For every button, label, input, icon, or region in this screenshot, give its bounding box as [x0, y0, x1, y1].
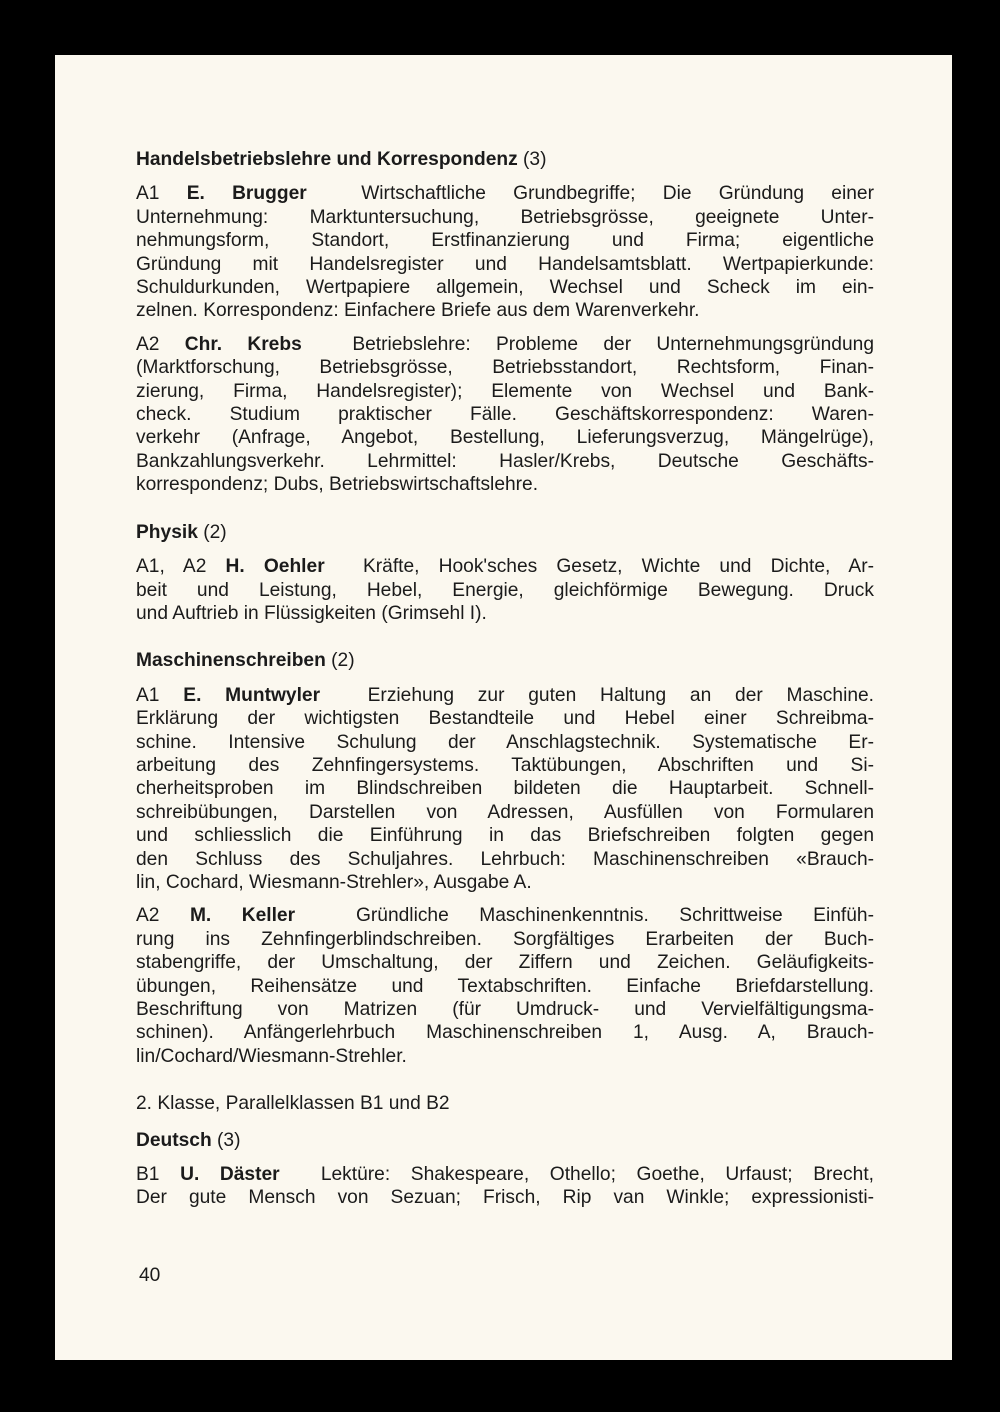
section-title: Handelsbetriebslehre und Korrespondenz	[136, 149, 518, 170]
text-line: Der gute Mensch von Sezuan; Frisch, Rip van Winkle; expressionisti-	[136, 1187, 874, 1209]
text-line: den Schluss des Schuljahres. Lehrbuch: Maschinenschreiben «Brauch-	[136, 848, 874, 870]
text-line	[136, 684, 874, 707]
text-line: schine. Intensive Schulung der Anschlagstechnik. Systematische Er-	[136, 731, 874, 753]
text-line	[136, 904, 874, 927]
text-line: Schuldurkunden, Wertpapiere allgemein, Wechsel und Scheck im ein-	[136, 277, 874, 299]
text-line: und schliesslich die Einführung in das Briefschreiben folgten gegen	[136, 825, 874, 847]
text-line: verkehr (Anfrage, Angebot, Bestellung, Lieferungsverzug, Mängelrüge),	[136, 427, 874, 449]
text-line: Unternehmung: Marktuntersuchung, Betriebsgrösse, geeignete Unter-	[136, 206, 874, 228]
section-heading-physik	[136, 521, 874, 544]
text-line: und Auftrieb in Flüssigkeiten (Grimsehl I).	[136, 602, 487, 624]
text-line-content: Wirtschaftliche Grundbegriffe; Die Gründung einer	[361, 183, 874, 205]
text-line	[136, 555, 874, 578]
text-line: korrespondenz; Dubs, Betriebswirtschaftslehre.	[136, 474, 539, 496]
teacher-name: E. Brugger	[186, 183, 307, 205]
text-line-content: Gründliche Maschinenkenntnis. Schrittweise Einfüh-	[355, 905, 874, 927]
paragraph-a1-muntwyler	[136, 684, 874, 895]
paragraph-a2-krebs	[136, 333, 874, 497]
text-line-content: Betriebslehre: Probleme der Unternehmungsgründung	[352, 333, 874, 355]
text-line: zierung, Firma, Handelsregister); Elemente von Wechsel und Bank-	[136, 380, 874, 402]
section-hours: (2)	[331, 650, 355, 672]
class-label: A1	[136, 183, 160, 205]
class-heading: 2. Klasse, Parallelklassen B1 und B2	[136, 1093, 450, 1115]
document-page	[55, 55, 952, 1360]
section-title: Deutsch	[136, 1129, 212, 1151]
text-line: beit und Leistung, Hebel, Energie, gleichförmige Bewegung. Druck	[136, 579, 874, 601]
text-line-content: Kräfte, Hook'sches Gesetz, Wichte und Dichte, Ar-	[362, 556, 874, 578]
text-line: schinen). Anfängerlehrbuch Maschinenschreiben 1, Ausg. A, Brauch-	[136, 1022, 874, 1044]
section-heading-handelsbetriebslehre	[136, 148, 874, 171]
text-line: cherheitsproben im Blindschreiben bildeten die Hauptarbeit. Schnell-	[136, 778, 874, 800]
text-line: Gründung mit Handelsregister und Handelsamtsblatt. Wertpapierkunde:	[136, 253, 874, 275]
section-heading-maschinenschreiben	[136, 649, 874, 672]
text-line-content: Lektüre: Shakespeare, Othello; Goethe, Urfaust; Brecht,	[320, 1164, 874, 1186]
page-content	[136, 148, 874, 1210]
text-line: nehmungsform, Standort, Erstfinanzierung und Firma; eigentliche	[136, 230, 874, 252]
class-label: A1, A2	[136, 556, 207, 578]
class-label: A1	[136, 684, 160, 706]
teacher-name: E. Muntwyler	[183, 684, 321, 706]
section-hours: (3)	[217, 1129, 241, 1151]
text-line: lin, Cochard, Wiesmann-Strehler», Ausgabe A.	[136, 871, 532, 893]
text-line	[136, 182, 874, 205]
class-label: B1	[136, 1164, 160, 1186]
teacher-name: Chr. Krebs	[184, 333, 302, 355]
text-line: (Marktforschung, Betriebsgrösse, Betriebsstandort, Rechtsform, Finan-	[136, 357, 874, 379]
text-line: übungen, Reihensätze und Textabschriften. Einfache Briefdarstellung.	[136, 975, 874, 997]
text-line-content: Erziehung zur guten Haltung an der Maschine.	[367, 684, 875, 706]
text-line: Beschriftung von Matrizen (für Umdruck- und Vervielfältigungsma-	[136, 999, 874, 1020]
section-hours: (2)	[203, 521, 227, 543]
section-title: Physik	[136, 521, 198, 543]
section-hours: (3)	[523, 149, 547, 170]
text-line: lin/Cochard/Wiesmann-Strehler.	[136, 1045, 407, 1067]
paragraph-b1-daester	[136, 1163, 874, 1210]
class-label: A2	[136, 905, 160, 927]
text-line: Bankzahlungsverkehr. Lehrmittel: Hasler/Krebs, Deutsche Geschäfts-	[136, 450, 874, 472]
text-line	[136, 1163, 874, 1186]
paragraph-a1-brugger	[136, 182, 874, 322]
paragraph-a2-keller	[136, 904, 874, 1068]
section-heading-deutsch	[136, 1129, 874, 1152]
paragraph-physik-oehler	[136, 555, 874, 625]
text-line: check. Studium praktischer Fälle. Geschäftskorrespondenz: Waren-	[136, 404, 874, 426]
text-line: zelnen. Korrespondenz: Einfachere Briefe aus dem Warenverkehr.	[136, 300, 700, 322]
class-label: A2	[136, 333, 160, 355]
teacher-name: H. Oehler	[225, 556, 325, 578]
text-line: arbeitung des Zehnfingersystems. Taktübungen, Abschriften und Si-	[136, 754, 874, 776]
text-line: stabengriffe, der Umschaltung, der Ziffern und Zeichen. Geläufigkeits-	[136, 952, 874, 974]
text-line: Erklärung der wichtigsten Bestandteile und Hebel einer Schreibma-	[136, 708, 874, 730]
page-number: 40	[139, 1265, 161, 1286]
text-line: schreibübungen, Darstellen von Adressen, Ausfüllen von Formularen	[136, 801, 874, 823]
text-line: rung ins Zehnfingerblindschreiben. Sorgfältiges Erarbeiten der Buch-	[136, 928, 874, 950]
teacher-name: M. Keller	[189, 905, 296, 927]
text-line	[136, 333, 874, 356]
teacher-name: U. Däster	[180, 1164, 280, 1186]
section-title: Maschinenschreiben	[136, 650, 326, 672]
